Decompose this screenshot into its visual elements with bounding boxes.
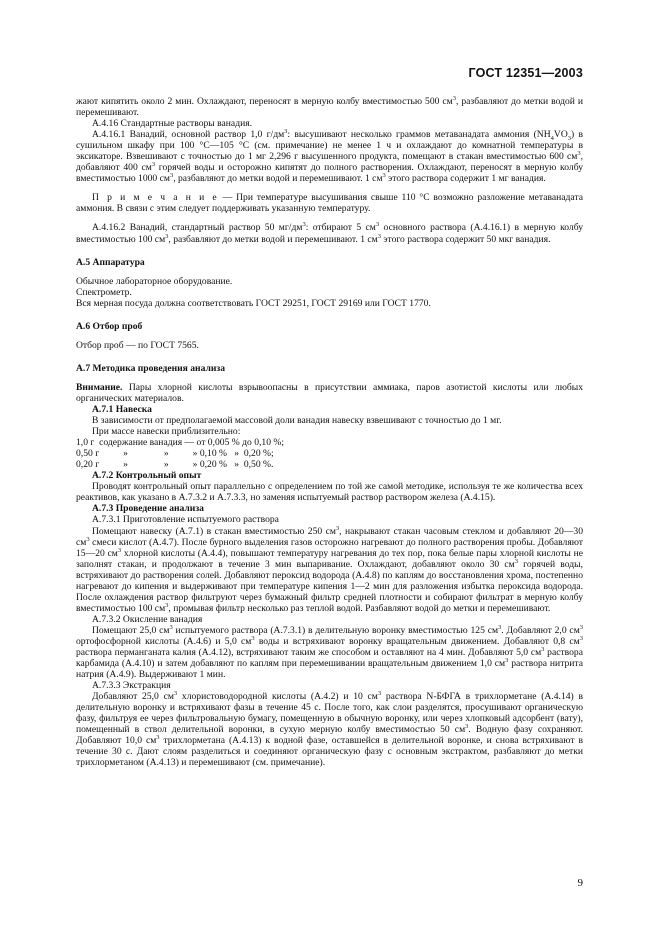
mass-row-3: 0,20 г » » » 0,20 % » 0,50 %. <box>76 459 274 471</box>
section-a731-title: А.7.3.1 Приготовление испытуемого раствора <box>92 514 279 526</box>
apparatus-line-2: Спектрометр. <box>76 286 132 298</box>
page-header-standard-number: ГОСТ 12351—2003 <box>468 66 583 80</box>
paragraph-continuation: жают кипятить около 2 мин. Охлаждают, переносят в мерную колбу вместимостью 500 $см^3$, разбавляют до метки водой и перемешивают. <box>76 94 584 119</box>
section-a733-title: А.7.3.3 Экстракция <box>92 680 171 692</box>
section-a5-title: А.5 Аппаратура <box>76 256 145 268</box>
section-a72-title: А.7.2 Контрольный опыт <box>92 470 202 482</box>
control-test-text: Проводят контрольный опыт параллельно с определением по той же самой методике, используя те же количества всех реактивов, как указано в А.7.3.2 и А.7.3.3, но заменяя испытуемый раствор раствором железа (А.4.15). <box>76 481 583 504</box>
paragraph-a732: Помещают 25,0 $см^3$ испытуемого раствора (А.7.3.1) в делительную воронку вместимостью 125 $см^3$. Добавляют 2,0 $см^3$ ортофосфорной кислоты (А.4.6) и 5,0 $см^3$ воды и встряхивают воронку вращательным движением. Добавляют 0,8 $см^3$ раствора перманганата калия (А.4.12), встряхивают таким же способом и оставляют на 4 мин. Добавляют 5,0 $см^3$ раствора карбамида (А.4.10) и затем добавляют по каплям при перемешивании вращательным движением 1,0 $см^3$ раствора нитрита натрия (А.4.9). Выдерживают 1 мин. <box>76 623 584 681</box>
apparatus-line-1: Обычное лабораторное оборудование. <box>76 275 233 287</box>
paragraph-a4162: А.4.16.2 Ванадий, стандартный раствор 50 $мг/дм^3$: отбирают 5 $см^3$ основного раствора (А.4.16.1) в мерную колбу вместимостью 100 $см^3$, разбавляют до метки водой и перемешивают. 1 $см^3$ этого раствора содержит 50 мкг ванадия. <box>76 221 584 245</box>
section-a6-title: А.6 Отбор проб <box>76 320 143 332</box>
note-paragraph: П р и м е ч а н и е — При температуре высушивания свыше 110 °С возможно разложение метаванадата аммония. В связи с этим следует поддерживать указанную температуру. <box>76 192 584 215</box>
mass-row-2: 0,50 г » » » 0,10 % » 0,20 %; <box>76 448 274 460</box>
paragraph-a731: Помещают навеску (А.7.1) в стакан вместимостью 250 $см^3$, накрывают стакан часовым стеклом и добавляют 20—30 $см^3$ смеси кислот (А.4.7). После бурного выделения газов осторожно нагревают до полного растворения пробы. Добавляют 15—20 $см^3$ хлорной кислоты (А.4.4), повышают температуру нагревания до тех пор, пока белые пары хлорной кислоты не заполнят стакан, и продолжают в течение 3 мин выпаривание. Охлаждают, добавляют около 30 $см^3$ горячей воды, встряхивают до растворения солей. Добавляют пероксид водорода (А.4.8) по каплям до восстановления хрома, постепенно нагревают до кипения и выдерживают при температуре кипения 1—2 мин для разложения избытка пероксида водорода. После охлаждения раствор фильтруют через бумажный фильтр средней плотности и собирают фильтрат в мерную колбу вместимостью 100 $см^3$, промывая фильтр несколько раз теплой водой. Разбавляют водой до метки и перемешивают. <box>76 524 584 614</box>
apparatus-line-3: Вся мерная посуда должна соответствовать ГОСТ 29251, ГОСТ 29169 или ГОСТ 1770. <box>76 297 431 309</box>
section-a73-title: А.7.3 Проведение анализа <box>92 503 204 515</box>
document-body <box>76 96 583 769</box>
section-a732-title: А.7.3.2 Окисление ванадия <box>92 613 203 625</box>
paragraph-a4161: А.4.16.1 Ванадий, основной раствор 1,0 $г/дм^3$: высушивают несколько граммов метаванадата аммония $(NH_4VO_3)$ в сушильном шкафу при 100 °С—105 °С (см. примечание) не менее 1 ч и охлаждают до комнатной температуры в эксикаторе. Взвешивают с точностью до 1 мг 2,296 г высушенного продукта, помещают в стакан вместимостью 600 $см^3$, добавляют 400 $см^3$ горячей воды и осторожно кипятят до полного растворения. Охлаждают, переносят в мерную колбу вместимостью 1000 $см^3$, разбавляют до метки водой и перемешивают. 1 $см^3$ этого раствора содержит 1 мг ванадия. <box>76 127 584 185</box>
section-a416-title: А.4.16 Стандартные растворы ванадия. <box>92 118 253 130</box>
mass-row-1: 1,0 г содержание ванадия — от 0,005 % до 0,10 %; <box>76 437 285 449</box>
section-a7-title: А.7 Методика проведения анализа <box>76 362 226 374</box>
sampling-text: Отбор проб — по ГОСТ 7565. <box>76 339 199 351</box>
warning-paragraph: Внимание. Пары хлорной кислоты взрывоопасны в присутствии аммиака, паров азотистой кислоты или любых органических материалов. <box>76 381 583 404</box>
sample-mass-text: В зависимости от предполагаемой массовой доли ванадия навеску взвешивают с точностью до 1 мг. <box>92 415 502 427</box>
section-a71-title: А.7.1 Навеска <box>92 403 152 415</box>
mass-intro: При массе навески приблизительно: <box>92 426 241 438</box>
page-number: 9 <box>577 877 583 889</box>
paragraph-a733: Добавляют 25,0 $см^3$ хлористоводородной кислоты (А.4.2) и 10 $см^3$ раствора N-БФГА в трихлорметане (А.4.14) в делительную воронку и встряхивают фазы в течение 45 с. После того, как слои разделятся, просушивают органическую фазу, фильтруя ее через фильтровальную бумагу, помещенную в обычную воронку, или через хлопковый адсорбент (вату), помещенный в ствол делительной воронки, в сухую мерную колбу вместимостью 50 $см^3$. Водную фазу сохраняют. Добавляют 10,0 $см^3$ трихлорметана (А.4.13) к водной фазе, оставшейся в делительной воронке, и снова встряхивают в течение 30 с. Дают слоям разделиться и соединяют органическую фазу с основным экстрактом, разбавляют до метки трихлорметаном (А.4.13) и перемешивают (см. примечание). <box>76 690 583 769</box>
